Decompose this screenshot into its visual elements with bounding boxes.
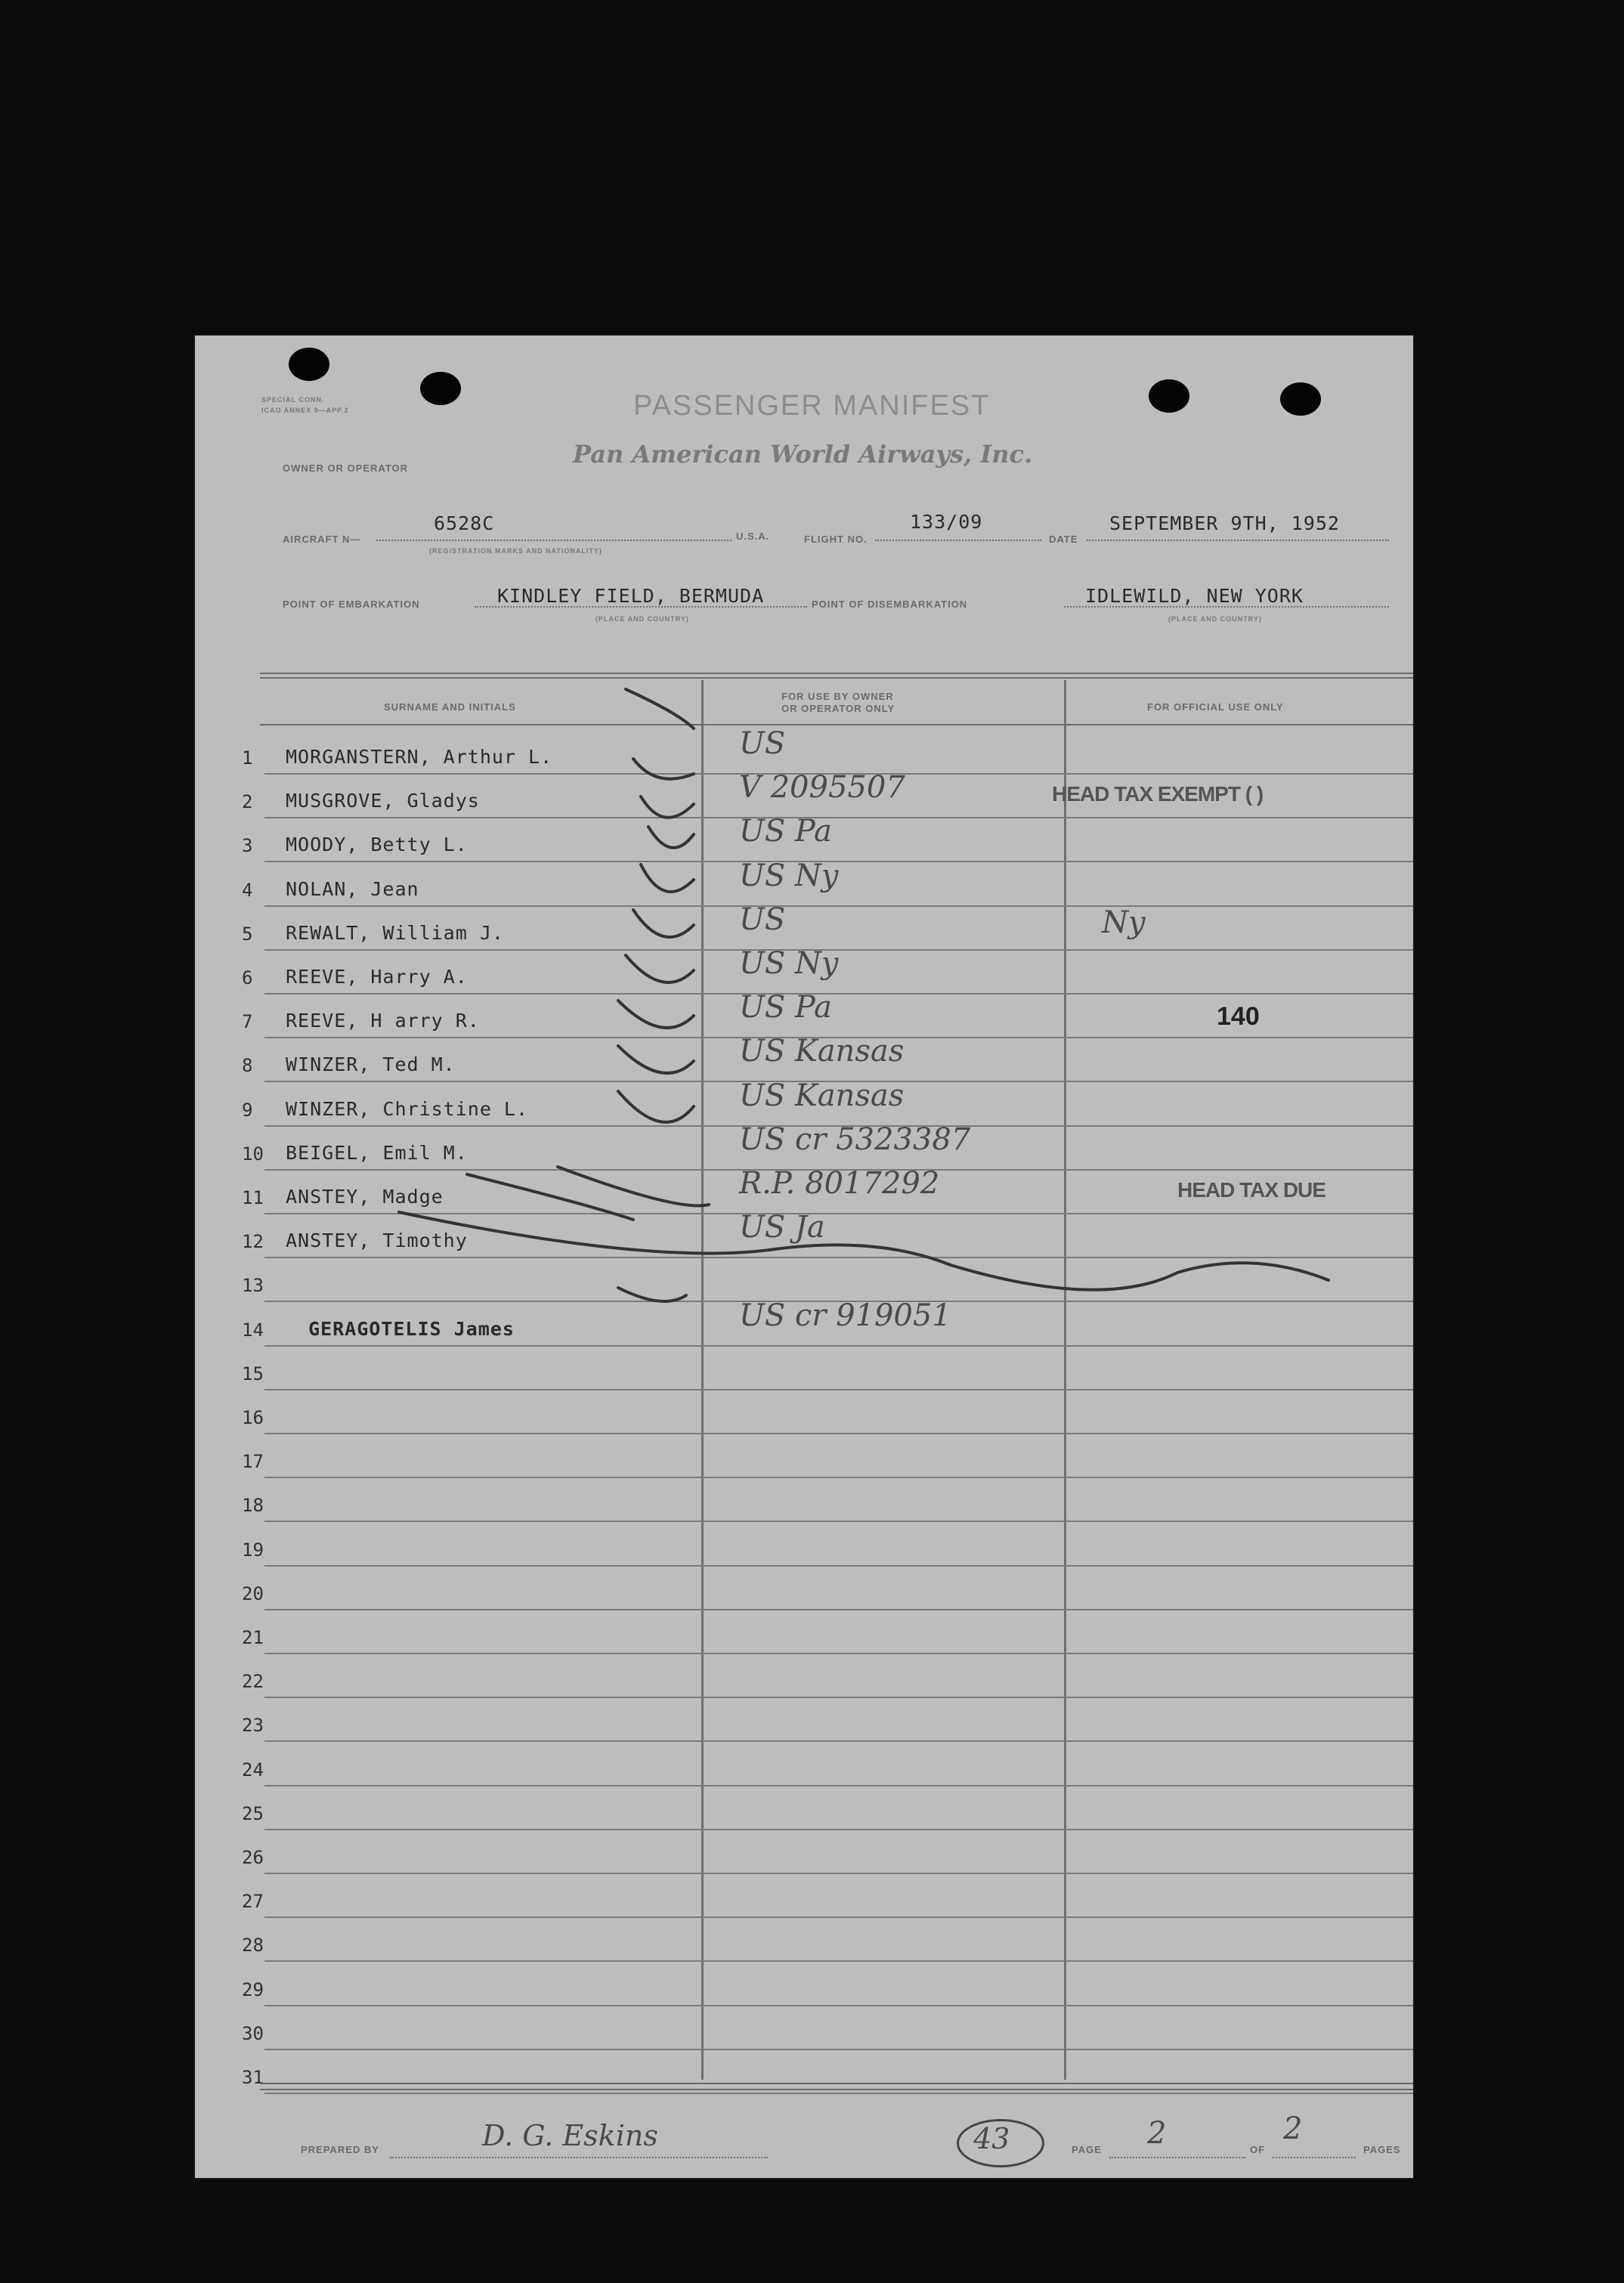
operator-note: US Kansas [739, 1078, 905, 1113]
form-title: PASSENGER MANIFEST [633, 390, 991, 422]
official-note: HEAD TAX EXEMPT ( ) [1052, 782, 1264, 806]
usa-label: U.S.A. [736, 531, 770, 542]
passenger-name: GERAGOTELIS James [308, 1317, 515, 1340]
row-number: 26 [242, 1847, 264, 1868]
row-number: 7 [242, 1011, 253, 1033]
row-number: 11 [242, 1187, 264, 1208]
official-note: HEAD TAX DUE [1177, 1178, 1325, 1202]
row-number: 15 [242, 1363, 264, 1384]
col-operator-line2: OR OPERATOR ONLY [781, 703, 896, 714]
passenger-name: MUSGROVE, Gladys [286, 790, 480, 812]
passenger-name: REWALT, William J. [286, 921, 504, 944]
owner-label: OWNER OR OPERATOR [283, 462, 409, 474]
operator-note: R.P. 8017292 [739, 1166, 940, 1201]
embark-sublabel: (PLACE AND COUNTRY) [595, 615, 689, 623]
row-number: 1 [242, 747, 253, 769]
embark-value: KINDLEY FIELD, BERMUDA [497, 585, 765, 607]
row-number: 19 [242, 1539, 264, 1561]
row-number: 25 [242, 1802, 264, 1824]
passenger-name: NOLAN, Jean [286, 877, 419, 900]
row-number: 9 [242, 1099, 253, 1121]
embark-label: POINT OF EMBARKATION [283, 599, 420, 610]
passenger-name: ANSTEY, Madge [286, 1186, 444, 1208]
prepared-value: D. G. Eskins [482, 2119, 658, 2152]
operator-note: US cr 5323387 [739, 1121, 971, 1157]
date-value: SEPTEMBER 9TH, 1952 [1109, 512, 1340, 534]
page-value: 2 [1147, 2116, 1167, 2151]
passenger-name: MORGANSTERN, Arthur L. [286, 746, 553, 768]
passenger-name: REEVE, H arry R. [286, 1010, 480, 1032]
col-operator-line1: FOR USE BY OWNER [781, 691, 894, 702]
operator-note: US Ja [739, 1210, 825, 1245]
aircraft-value: 6528C [434, 512, 495, 534]
operator-note: US Ny [739, 858, 839, 893]
row-number: 24 [242, 1759, 264, 1780]
row-number: 10 [242, 1143, 264, 1165]
owner-value: Pan American World Airways, Inc. [573, 440, 1033, 469]
disembark-label: POINT OF DISEMBARKATION [812, 599, 968, 610]
row-number: 3 [242, 835, 253, 857]
header-stamp-line1: SPECIAL CONN. [261, 396, 325, 404]
row-number: 29 [242, 1978, 264, 2000]
row-number: 16 [242, 1407, 264, 1428]
passenger-name: WINZER, Ted M. [286, 1053, 456, 1076]
operator-note: US [739, 726, 786, 761]
aircraft-sublabel: (REGISTRATION MARKS AND NATIONALITY) [429, 547, 602, 555]
row-number: 13 [242, 1275, 264, 1297]
row-number: 2 [242, 791, 253, 813]
operator-note: V 2095507 [739, 770, 905, 806]
row-number: 12 [242, 1231, 264, 1253]
passenger-name: ANSTEY, Timothy [286, 1230, 468, 1252]
of-value: 2 [1283, 2111, 1303, 2146]
row-number: 20 [242, 1582, 264, 1604]
row-number: 22 [242, 1671, 264, 1693]
manifest-sheet [195, 336, 1413, 2178]
official-note: Ny [1102, 905, 1146, 940]
disembark-value: IDLEWILD, NEW YORK [1085, 585, 1304, 607]
passenger-name: REEVE, Harry A. [286, 966, 468, 988]
row-number: 6 [242, 967, 253, 988]
row-number: 21 [242, 1627, 264, 1648]
page-label: PAGE [1072, 2144, 1102, 2155]
operator-note: US Pa [739, 814, 832, 849]
row-number: 18 [242, 1495, 264, 1517]
operator-note: US Kansas [739, 1034, 905, 1069]
col-surname: SURNAME AND INITIALS [384, 701, 516, 713]
passenger-name: MOODY, Betty L. [286, 834, 468, 856]
operator-note: US Pa [739, 990, 832, 1025]
disembark-sublabel: (PLACE AND COUNTRY) [1168, 615, 1262, 623]
row-number: 8 [242, 1055, 253, 1077]
col-official: FOR OFFICIAL USE ONLY [1147, 701, 1284, 713]
row-number: 30 [242, 2022, 264, 2044]
header-stamp-line2: ICAO ANNEX 9—APP.2 [261, 407, 349, 414]
passenger-name: BEIGEL, Emil M. [286, 1141, 468, 1164]
row-number: 14 [242, 1319, 264, 1341]
row-number: 23 [242, 1715, 264, 1737]
pages-label: PAGES [1363, 2144, 1401, 2155]
prepared-label: PREPARED BY [301, 2144, 379, 2155]
row-number: 4 [242, 879, 253, 901]
passenger-name: WINZER, Christine L. [286, 1097, 529, 1120]
row-number: 27 [242, 1891, 264, 1913]
operator-note: US Ny [739, 946, 839, 981]
aircraft-label: AIRCRAFT N— [283, 534, 361, 545]
operator-note: US [739, 902, 786, 937]
row-number: 28 [242, 1935, 264, 1957]
flight-value: 133/09 [910, 511, 983, 533]
circled-number: 43 [973, 2122, 1010, 2155]
flight-label: FLIGHT NO. [804, 534, 868, 545]
official-note: 140 [1217, 1002, 1260, 1032]
operator-note: US cr 919051 [739, 1298, 951, 1333]
date-label: DATE [1049, 534, 1078, 545]
row-number: 5 [242, 923, 253, 945]
row-number: 17 [242, 1451, 264, 1473]
row-number: 31 [242, 2067, 264, 2088]
handwritten-ticks [195, 336, 1413, 2178]
of-label: OF [1250, 2144, 1266, 2155]
